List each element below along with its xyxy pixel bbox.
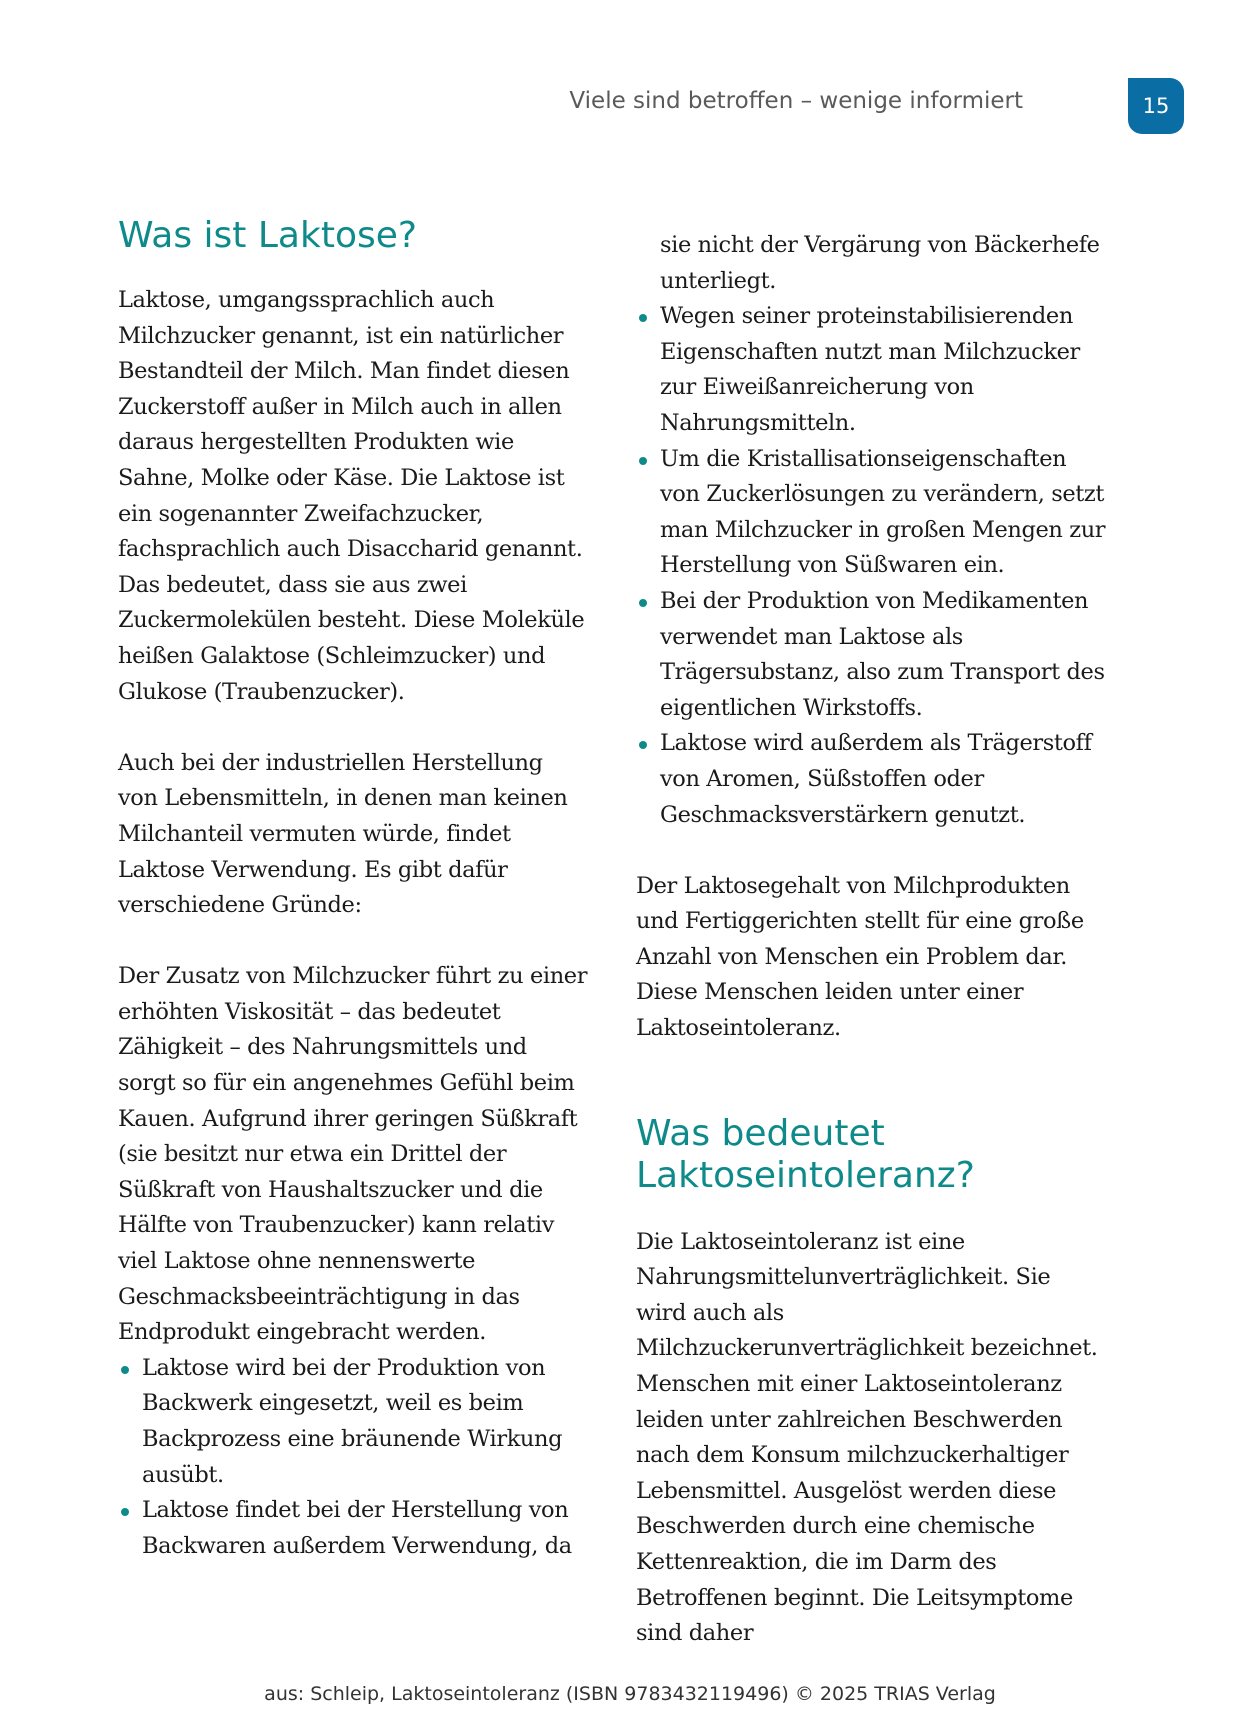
source-footer: aus: Schleip, Laktoseintoleranz (ISBN 9783432119496) © 2025 TRIAS Verlag [264,1683,996,1705]
section-heading-laktose: Was ist Laktose? [118,215,417,256]
bullet-list [636,299,1106,833]
list-item: Laktose wird außerdem als Trägerstoff von Aromen, Süßstoffen oder Geschmacksverstärkern genutzt. [636,726,1106,833]
section-heading-laktoseintoleranz: Was bedeutet Laktoseintoleranz? [636,1112,975,1196]
paragraph: Der Laktosegehalt von Milchprodukten und Fertiggerichten stellt für eine große Anzahl von Menschen ein Problem dar. Diese Menschen leiden unter einer Laktoseintoleranz. [636,872,1084,1042]
paragraph: Der Zusatz von Milchzucker führt zu einer erhöhten Viskosität – das bedeutet Zähigkeit – des Nahrungsmittels und sorgt so für ein angenehmes Gefühl beim Kauen. Aufgrund ihrer geringen Süßkraft (sie besitzt nur etwa ein Drittel der Süßkraft von Haushaltszucker und die Hälfte von Traubenzucker) kann relativ viel Laktose ohne nennenswerte Geschmacksbeeinträchtigung in das Endprodukt eingebracht werden. [118,963,588,1346]
list-item: Laktose wird bei der Produktion von Backwerk eingesetzt, weil es beim Backprozess eine bräunende Wirkung ausübt. [118,1351,588,1493]
page-number-tab [1128,78,1184,134]
paragraph: Auch bei der industriellen Herstellung von Lebensmitteln, in denen man keinen Milchanteil vermuten würde, findet Laktose Verwendung. Es gibt dafür verschiedene Gründe: [118,749,568,919]
paragraph: Laktose, umgangssprachlich auch Milchzucker genannt, ist ein natürlicher Bestandteil der Milch. Man findet diesen Zuckerstoff außer in Milch auch in allen daraus hergestellten Produkten wie Sahne, Molke oder Käse. Die Laktose ist ein sogenannter Zweifachzucker, fachsprachlich auch Disaccharid genannt. Das bedeutet, dass sie aus zwei Zuckermolekülen besteht. Diese Moleküle heißen Galaktose (Schleimzucker) und Glukose (Traubenzucker). [118,287,585,705]
left-column [118,215,588,1564]
continued-list-text: sie nicht der Vergärung von Bäckerhefe unterliegt. [660,232,1100,294]
right-column [636,228,1106,1652]
bullet-list [118,1351,588,1565]
list-item: Bei der Produktion von Medikamenten verwendet man Laktose als Trägersubstanz, also zum Transport des eigentlichen Wirkstoffs. [636,584,1106,726]
list-item: Um die Kristallisationseigenschaften von Zuckerlösungen zu verändern, setzt man Milchzucker in großen Mengen zur Herstellung von Süßwaren ein. [636,442,1106,584]
list-item: Wegen seiner proteinstabilisierenden Eigenschaften nutzt man Milchzucker zur Eiweißanreicherung von Nahrungsmitteln. [636,299,1106,441]
paragraph: Die Laktoseintoleranz ist eine Nahrungsmittelunverträglichkeit. Sie wird auch als Milchzuckerunverträglichkeit bezeichnet. Menschen mit einer Laktoseintoleranz leiden unter zahlreichen Beschwerden nach dem Konsum milchzuckerhaltiger Lebensmittel. Ausgelöst werden diese Beschwerden durch eine chemische Kettenreaktion, die im Darm des Betroffenen beginnt. Die Leitsymptome sind daher [636,1228,1098,1647]
page-number: 15 [1142,94,1170,118]
running-title: Viele sind betroffen – wenige informiert [569,88,1023,114]
list-item: Laktose findet bei der Herstellung von Backwaren außerdem Verwendung, da [118,1493,588,1564]
